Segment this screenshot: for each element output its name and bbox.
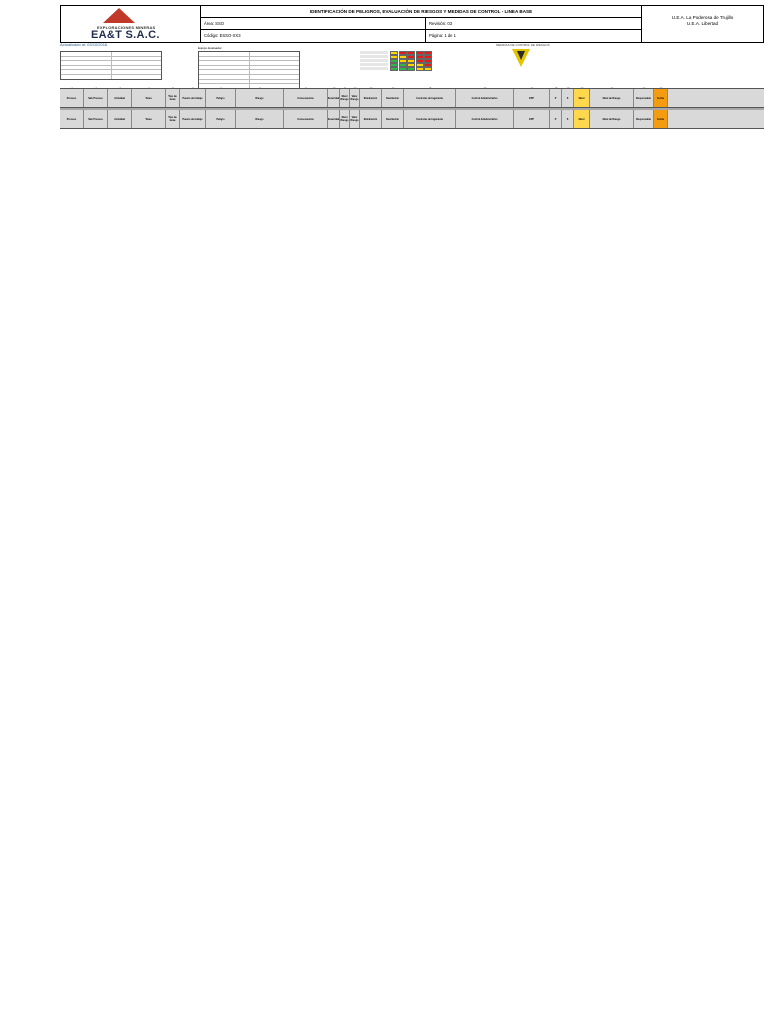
code-field: Código: ESSO-XX3 [201, 30, 426, 42]
column-header: Tipo de tarea [166, 89, 180, 107]
column-header: Actividad [108, 110, 132, 128]
evaluator-team-cell [249, 61, 300, 65]
unit-line-1: U.E.A. La Poderosa de Trujillo [671, 15, 734, 20]
risk-matrix-cell [424, 63, 432, 67]
risk-matrix-cell [416, 59, 424, 63]
column-header: Eliminación [360, 89, 382, 107]
column-header: Nivel de Riesgo [590, 110, 634, 128]
column-header: Controles de Ingeniería [404, 110, 456, 128]
column-header: P [550, 110, 562, 128]
control-measures-title: MEDIDAS DE CONTROL DE RIESGOS [496, 43, 550, 47]
column-header: Valor Riesgo [350, 110, 360, 128]
risk-matrix-cell [424, 67, 432, 71]
column-header: Sustitución [382, 110, 404, 128]
process-info-row [61, 75, 161, 79]
process-info-cell [111, 70, 162, 74]
evaluator-team-cell [249, 70, 300, 74]
column-header: Sub Proceso [84, 89, 108, 107]
risk-matrix-cell [424, 51, 432, 55]
risk-matrix-cell [407, 51, 415, 55]
document-header [60, 5, 764, 43]
risk-matrix-cell [390, 55, 398, 59]
risk-matrix-cell [424, 55, 432, 59]
evaluator-team-cell [199, 80, 249, 84]
column-header: Control Administrativo [456, 89, 514, 107]
process-info-cell [111, 61, 162, 65]
process-info-cell [111, 66, 162, 70]
process-info-cell [61, 66, 111, 70]
unit-line-2: U.E.A. Libertad [686, 21, 719, 26]
process-info-cell [61, 61, 111, 65]
column-header: Responsable [634, 89, 654, 107]
column-header: Nivel Riesgo [340, 110, 350, 128]
column-header: P [550, 89, 562, 107]
risk-matrix-cell [416, 67, 424, 71]
column-header: Controles de Ingeniería [404, 89, 456, 107]
page-field: Página: 1 de 1 [429, 33, 457, 38]
logo-mountain-icon [103, 8, 135, 23]
evaluator-team-cell [249, 57, 300, 61]
column-header: Consecuencia [284, 110, 328, 128]
risk-matrix-cell [390, 63, 398, 67]
evaluator-team-cell [199, 66, 249, 70]
risk-matrix [360, 50, 432, 72]
evaluator-team-cell [199, 52, 249, 56]
risk-matrix-cell [390, 59, 398, 63]
risk-matrix-cell [407, 55, 415, 59]
risk-matrix-cell [407, 59, 415, 63]
column-header: Riesgo [236, 89, 284, 107]
column-header: Nivel Riesgo [340, 89, 350, 107]
column-header: Severidad [328, 89, 340, 107]
risk-matrix-cell [424, 59, 432, 63]
risk-matrix-labels [360, 50, 388, 72]
logo-subtitle: EXPLORACIONES MINERAS [97, 25, 156, 30]
process-info-cell [111, 52, 162, 56]
column-header: Responsable [634, 110, 654, 128]
area-field: Área: SSO [201, 18, 426, 30]
column-header: Peligro [206, 110, 236, 128]
table-header [60, 89, 764, 108]
column-header: Nivel [574, 89, 590, 107]
column-header: Tarea [132, 110, 166, 128]
revision-field: Revisión: 03 [426, 18, 641, 30]
column-header: Sub Proceso [84, 110, 108, 128]
evaluator-team-cell [249, 80, 300, 84]
logo-brand: EA&T S.A.C. [91, 29, 160, 41]
column-header: Fecha [654, 89, 668, 107]
evaluator-team-title: Equipo Evaluador: [198, 46, 223, 50]
risk-matrix-grid [390, 51, 432, 71]
risk-matrix-cell [416, 63, 424, 67]
document-title: IDENTIFICACIÓN DE PELIGROS, EVALUACIÓN DE RIESGOS Y MEDIDAS DE CONTROL - LINEA BASE [201, 6, 641, 18]
risk-matrix-cell [407, 67, 415, 71]
column-header: Proceso [60, 110, 84, 128]
evaluator-team-cell [199, 61, 249, 65]
process-info-cell [61, 57, 111, 61]
process-info-cell [61, 70, 111, 74]
process-info-table [60, 51, 162, 80]
table-header-repeat [60, 110, 764, 129]
company-logo [61, 6, 201, 42]
column-header: Severidad [328, 110, 340, 128]
column-header: Puesto de trabajo [180, 110, 206, 128]
column-header: Eliminación [360, 110, 382, 128]
evaluator-team-cell [249, 66, 300, 70]
updated-date: Actualizado al: 03/10/2016 [60, 42, 108, 47]
iperc-table [60, 88, 764, 129]
risk-matrix-cell [399, 59, 407, 63]
column-header: Actividad [108, 89, 132, 107]
column-header: Fecha [654, 110, 668, 128]
process-info-cell [111, 57, 162, 61]
evaluator-team-cell [249, 52, 300, 56]
column-header: Consecuencia [284, 89, 328, 107]
risk-matrix-cell [399, 63, 407, 67]
risk-matrix-cell [399, 55, 407, 59]
process-info-cell [61, 52, 111, 56]
process-info-cell [111, 75, 162, 79]
evaluator-team-cell [249, 75, 300, 79]
column-header: EPP [514, 110, 550, 128]
risk-matrix-cell [416, 55, 424, 59]
risk-matrix-cell [407, 63, 415, 67]
column-header: Nivel de Riesgo [590, 89, 634, 107]
column-header: Proceso [60, 89, 84, 107]
unit-name [641, 6, 763, 42]
column-header: Riesgo [236, 110, 284, 128]
evaluator-team-cell [199, 75, 249, 79]
risk-matrix-cell [390, 67, 398, 71]
column-header: Tipo de tarea [166, 110, 180, 128]
column-header: Sustitución [382, 89, 404, 107]
column-header: Nivel [574, 110, 590, 128]
evaluator-team-cell [199, 70, 249, 74]
column-header: S [562, 110, 574, 128]
process-info-cell [61, 75, 111, 79]
control-hierarchy-inner-icon [517, 51, 525, 60]
risk-matrix-cell [399, 67, 407, 71]
risk-matrix-cell [390, 51, 398, 55]
risk-matrix-cell [399, 51, 407, 55]
column-header: Valor Riesgo [350, 89, 360, 107]
column-header: Control Administrativo [456, 110, 514, 128]
risk-matrix-cell [416, 51, 424, 55]
column-header: S [562, 89, 574, 107]
column-header: Tarea [132, 89, 166, 107]
column-header: EPP [514, 89, 550, 107]
column-header: Peligro [206, 89, 236, 107]
column-header: Puesto de trabajo [180, 89, 206, 107]
evaluator-team-cell [199, 57, 249, 61]
